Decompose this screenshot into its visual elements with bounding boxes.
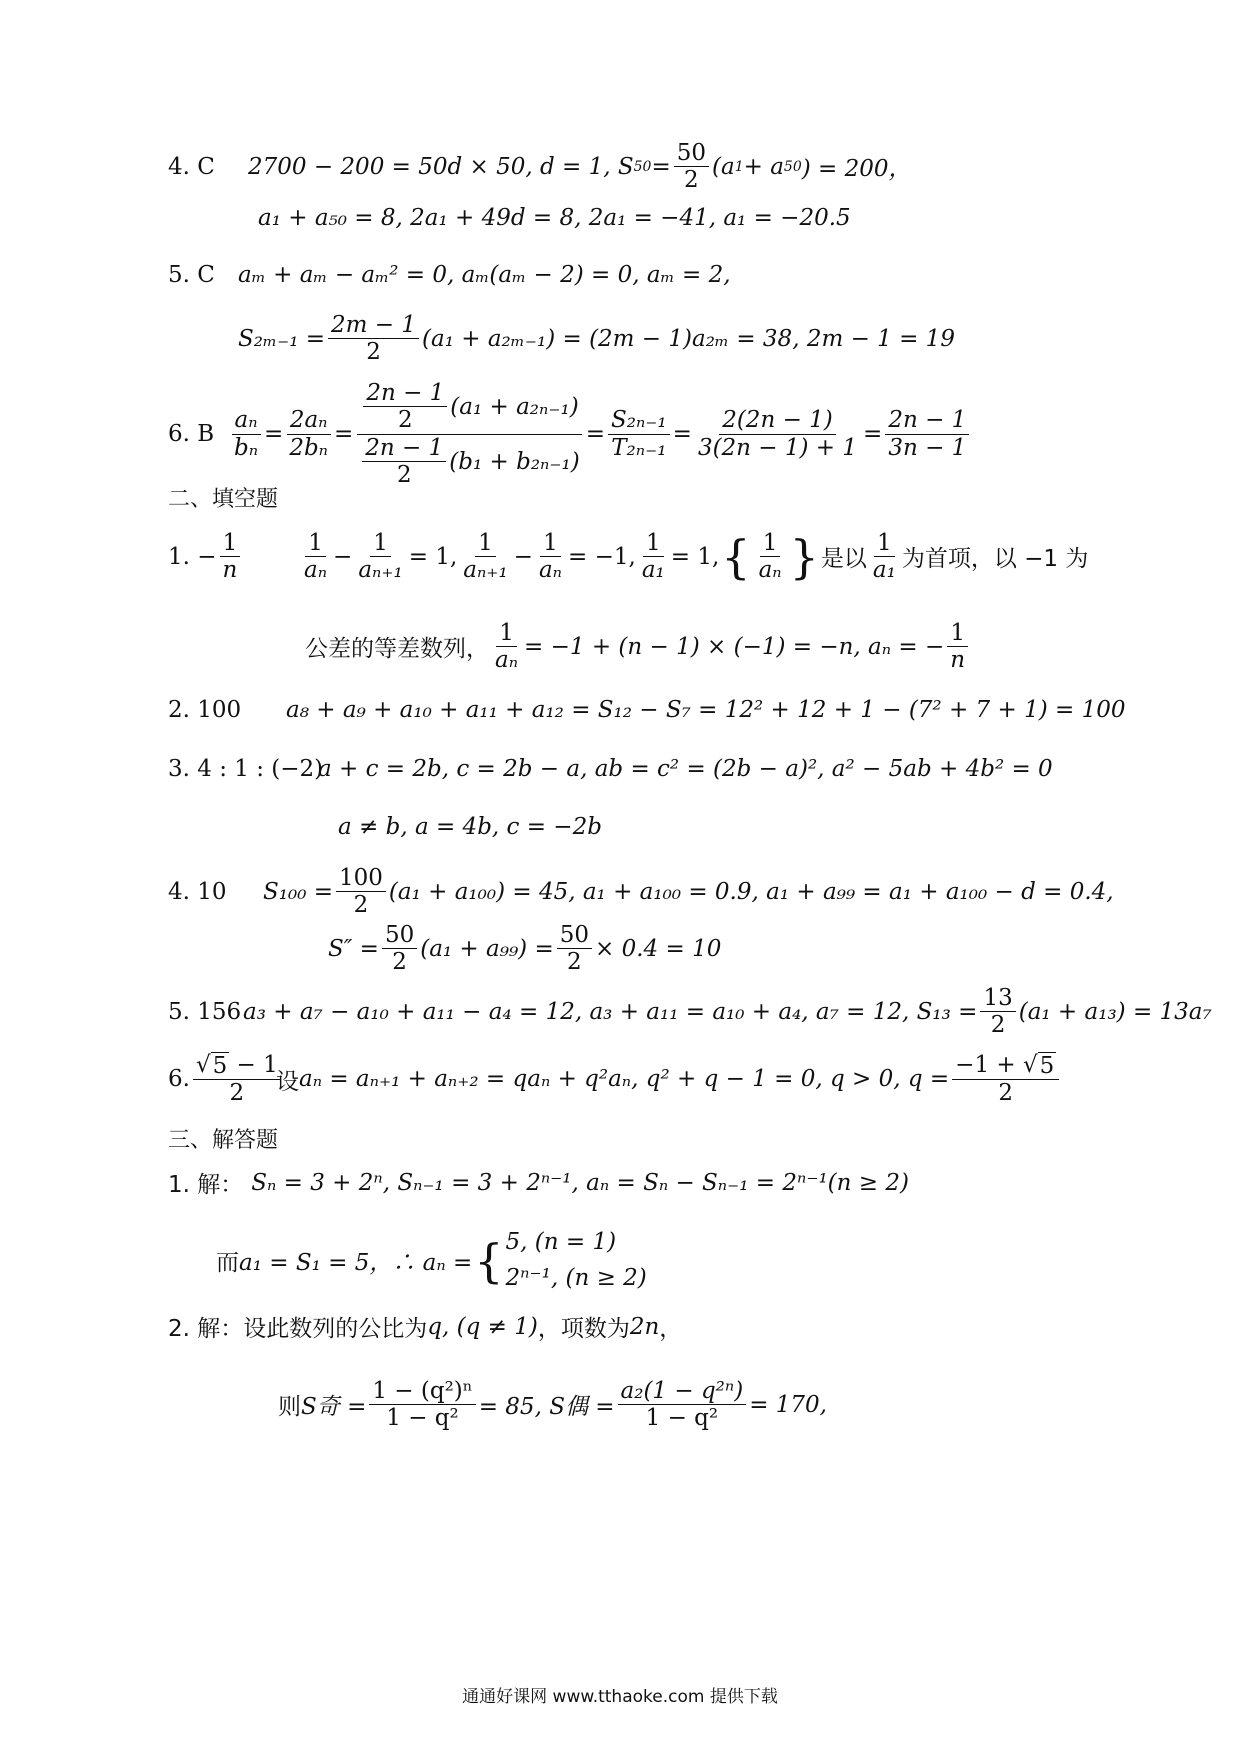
fill-1-line2 xyxy=(0,620,1240,674)
fill-6-text: 设 xyxy=(276,1068,299,1095)
frac-num: 1 xyxy=(496,620,517,647)
mc-5-label: 5. C xyxy=(168,262,215,288)
frac-num: a₂(1 − q²ⁿ) xyxy=(618,1378,747,1405)
fill-4-expr1 xyxy=(263,865,1114,919)
page-footer: 通通好课网 www.tthaoke.com 提供下载 xyxy=(462,1687,778,1707)
frac-den: aₙ xyxy=(304,557,328,584)
fill-3-line2 xyxy=(0,814,1240,840)
mc-5-expr1: aₘ + aₘ − aₘ² = 0, aₘ(aₘ − 2) = 0, aₘ = 2, xyxy=(238,262,731,288)
frac-den: 2 xyxy=(684,167,699,194)
mc-6-frac5 xyxy=(695,407,860,461)
fill-6-answer xyxy=(168,1052,276,1107)
text: × 0.4 = 10 xyxy=(595,935,722,962)
frac xyxy=(557,922,592,976)
sol-2-expr1: q, (q ≠ 1) xyxy=(427,1313,538,1340)
eq-sign: = xyxy=(672,421,692,448)
fill-4-line2 xyxy=(0,922,1240,976)
frac xyxy=(301,530,330,584)
fill-3-expr1: a + c = 2b, c = 2b − a, ab = c² = (2b − a)², a² − 5ab + 4b² = 0 xyxy=(318,756,1053,782)
section-fill-blank-title: 二、填空题 xyxy=(168,487,279,512)
section-solutions xyxy=(0,1123,1240,1154)
text: S₁₀₀ = xyxy=(263,878,333,905)
mid-text: = −1, xyxy=(568,543,636,570)
fill-4-line1 xyxy=(0,865,1240,919)
frac-den: aₙ₊₁ xyxy=(358,557,403,584)
mid-text: = 1, xyxy=(670,543,720,570)
sol-2-label: 2. 解： xyxy=(168,1316,244,1342)
mc-5-text-b: (a₁ + a₂ₘ₋₁) = (2m − 1)a₂ₘ = 38, 2m − 1 = 19 xyxy=(422,325,955,352)
sol-1-expr1: Sₙ = 3 + 2ⁿ, Sₙ₋₁ = 3 + 2ⁿ⁻¹, aₙ = Sₙ − Sₙ₋₁ = 2ⁿ⁻¹(n ≥ 2) xyxy=(251,1169,909,1196)
frac-num: 1 xyxy=(370,530,391,557)
frac-num xyxy=(357,380,581,435)
frac-den: a₁ xyxy=(872,557,896,584)
minus: − xyxy=(513,543,533,570)
frac xyxy=(382,922,417,976)
right-brace: } xyxy=(789,529,819,584)
frac xyxy=(460,530,510,584)
frac-num: 1 xyxy=(475,530,496,557)
sol-2-text1: 设此数列的公比为 xyxy=(243,1316,428,1342)
mc-6-expr xyxy=(228,380,972,489)
mc-4-sub1: 1 xyxy=(734,158,744,175)
text: a₁ = S₁ = 5，∴ aₙ = xyxy=(239,1250,473,1277)
mc-4-line2 xyxy=(0,205,1240,231)
sol-2-text2: 则 xyxy=(278,1394,301,1421)
eq-sign: = xyxy=(264,421,284,448)
frac-den: bₙ xyxy=(234,434,259,461)
text: aₙ = aₙ₊₁ + aₙ₊₂ = qaₙ + q²aₙ, q² + q − 1 = 0, q > 0, q = xyxy=(299,1066,950,1093)
frac-num: 2m − 1 xyxy=(328,312,419,339)
frac-den: 2 xyxy=(998,1080,1014,1107)
frac-den xyxy=(356,435,582,489)
mc-6-line xyxy=(0,380,1240,489)
frac-num: 1 xyxy=(643,530,664,557)
frac-num: 1 − (q²)ⁿ xyxy=(369,1378,475,1405)
sol-1-label: 1. 解： xyxy=(168,1172,244,1198)
frac-num: S₂ₙ₋₁ xyxy=(608,407,670,434)
frac-num: 2n − 1 xyxy=(363,380,447,407)
frac-den: 2bₙ xyxy=(289,434,329,461)
frac xyxy=(369,1378,475,1432)
mc-4-line2-expr: a₁ + a₅₀ = 8, 2a₁ + 49d = 8, 2a₁ = −41, a₁ = −20.5 xyxy=(258,205,851,231)
frac-num: 1 xyxy=(540,530,561,557)
frac-num: 1 xyxy=(305,530,326,557)
radicand: 5 xyxy=(1039,1053,1055,1079)
frac-num: 1 xyxy=(760,530,781,557)
text: S″ = xyxy=(328,935,379,962)
text: = 85, S偶 = xyxy=(478,1394,615,1421)
frac-num: 50 xyxy=(557,922,592,949)
mc-4-plus: + a xyxy=(743,153,784,180)
sol-1-expr2 xyxy=(239,1225,647,1296)
fill-3-line1 xyxy=(0,756,1240,782)
fill-1-expr xyxy=(298,530,1088,584)
frac-den: 2 xyxy=(567,949,582,976)
mc-4-text-c: ) = 200， xyxy=(801,156,912,183)
answer-frac xyxy=(193,1052,281,1107)
mc-6-frac4 xyxy=(608,407,670,461)
sol-2-expr2 xyxy=(301,1378,827,1432)
fill-4-label: 4. 10 xyxy=(168,878,227,905)
mc-5-line1 xyxy=(0,262,1240,288)
frac-den: aₙ xyxy=(758,557,782,584)
frac-den: 1 − q² xyxy=(386,1405,459,1432)
text: − 1 xyxy=(229,1052,278,1078)
radicand: 5 xyxy=(212,1053,228,1079)
mid-text: = 1, xyxy=(408,543,458,570)
sol-2-text1b: ，项数为 xyxy=(537,1316,630,1342)
mc-4-sub: 50 xyxy=(633,158,652,175)
fill-6-line xyxy=(0,1052,1240,1107)
mc-5-fraction xyxy=(328,312,419,366)
eq-sign: = xyxy=(863,421,883,448)
mc-4-expr xyxy=(248,140,912,194)
frac-den: 2 xyxy=(396,462,412,489)
inner-frac xyxy=(363,380,447,434)
frac xyxy=(756,530,785,584)
frac-den: 2 xyxy=(366,339,381,366)
mc-6-frac1 xyxy=(231,407,261,461)
text: (a₁ + a₉₉) = xyxy=(420,935,554,962)
frac-num: 50 xyxy=(382,922,417,949)
frac-num: aₙ xyxy=(232,407,261,434)
text: (a₁ + a₁₃) = 13a₇ xyxy=(1018,998,1212,1025)
frac xyxy=(639,530,668,584)
cases xyxy=(506,1225,647,1296)
text: 为首项，以 −1 为 xyxy=(901,546,1089,573)
eq-sign: = xyxy=(585,421,605,448)
frac-den: 2 xyxy=(229,1080,245,1107)
frac-num: 1 xyxy=(874,530,895,557)
frac-num: 1 xyxy=(947,620,968,647)
case-1: 5, (n = 1) xyxy=(505,1229,617,1255)
fill-1-line2-expr xyxy=(489,620,971,674)
fill-1-label: 1. − xyxy=(168,543,217,570)
frac xyxy=(980,985,1015,1039)
sqrt: √ 5 xyxy=(195,1052,228,1079)
sol-1-text: 而 xyxy=(216,1250,239,1277)
fill-2-line xyxy=(0,697,1240,723)
frac xyxy=(952,1052,1059,1107)
text: −1 + xyxy=(955,1052,1023,1078)
inner-frac xyxy=(362,435,446,489)
frac-num: 13 xyxy=(980,985,1015,1012)
frac-num: 2n − 1 xyxy=(885,407,969,434)
frac-den: 2 xyxy=(353,892,369,919)
frac xyxy=(618,1378,747,1432)
frac xyxy=(870,530,899,584)
fill-6-label: 6. xyxy=(168,1066,190,1093)
fill-3-label: 3. 4 : 1 : (−2) xyxy=(168,756,324,782)
frac-num: 1 xyxy=(220,530,241,557)
frac xyxy=(947,620,968,674)
frac-den: 2 xyxy=(397,407,413,434)
sol-2-expr1b: 2n xyxy=(629,1313,660,1340)
frac-den: 3(2n − 1) + 1 xyxy=(697,434,858,461)
text: (a₁ + a₁₀₀) = 45, a₁ + a₁₀₀ = 0.9, a₁ + a₉₉ = a₁ + a₁₀₀ − d = 0.4, xyxy=(388,878,1114,905)
case-2: 2ⁿ⁻¹, (n ≥ 2) xyxy=(505,1264,647,1291)
text: a₃ + a₇ − a₁₀ + a₁₁ − a₄ = 12, a₃ + a₁₁ = a₁₀ + a₄, a₇ = 12, S₁₃ = xyxy=(243,998,978,1025)
frac-den: n xyxy=(950,647,966,674)
mc-4-eq: = xyxy=(651,153,671,180)
sol-2-text1c: ， xyxy=(659,1316,683,1342)
frac-num xyxy=(952,1052,1059,1080)
frac-den: n xyxy=(222,557,238,584)
sol-2-line1 xyxy=(0,1310,1240,1343)
inner-text: (b₁ + b₂ₙ₋₁) xyxy=(449,448,580,475)
mc-4-text-b: (a xyxy=(712,153,735,180)
fill-2-label: 2. 100 xyxy=(168,697,242,723)
mc-4-text-a: 2700 − 200 = 50d × 50, d = 1, S xyxy=(248,153,634,180)
mc-6-label: 6. B xyxy=(168,421,215,448)
fill-1-line1 xyxy=(0,530,1240,584)
sol-1-line2 xyxy=(0,1225,1240,1296)
mc-4-label: 4. C xyxy=(168,153,215,180)
frac-num: 100 xyxy=(336,865,386,892)
mid-text: = −1 + (n − 1) × (−1) = −n, aₙ = − xyxy=(524,633,945,660)
left-brace: { xyxy=(721,529,751,584)
frac xyxy=(336,865,386,919)
frac-den: 1 − q² xyxy=(645,1405,719,1432)
mc-5-expr2 xyxy=(238,312,955,366)
frac-den: aₙ xyxy=(538,557,562,584)
eq-sign: = xyxy=(334,421,354,448)
fill-5-label: 5. 156 xyxy=(168,998,242,1025)
mc-5-line2 xyxy=(0,312,1240,366)
frac-num xyxy=(193,1052,281,1080)
fill-1-line2-text: 公差的等差数列， xyxy=(305,636,489,663)
frac xyxy=(536,530,565,584)
frac-den: 2 xyxy=(392,949,407,976)
frac-den: aₙ₊₁ xyxy=(463,557,508,584)
frac-den: aₙ xyxy=(495,647,519,674)
section-fill-blank xyxy=(0,482,1240,513)
frac xyxy=(492,620,521,674)
frac-num: 50 xyxy=(674,140,709,167)
frac xyxy=(355,530,405,584)
text: = 170, xyxy=(749,1391,827,1418)
text: 是以 xyxy=(820,546,867,573)
sol-1-line1 xyxy=(0,1166,1240,1199)
mc-4-fraction xyxy=(674,140,709,194)
mc-6-frac2 xyxy=(286,407,331,461)
sqrt: √ 5 xyxy=(1022,1052,1055,1079)
fill-5-line xyxy=(0,985,1240,1039)
minus: − xyxy=(333,543,353,570)
fill-4-expr2 xyxy=(328,922,721,976)
fill-6-expr xyxy=(299,1052,1062,1107)
frac-den: a₁ xyxy=(641,557,665,584)
mc-5-text-a: S₂ₘ₋₁ = xyxy=(238,325,326,352)
fill-2-expr: a₈ + a₉ + a₁₀ + a₁₁ + a₁₂ = S₁₂ − S₇ = 12² + 12 + 1 − (7² + 7 + 1) = 100 xyxy=(286,697,1126,723)
mc-6-frac3 xyxy=(356,380,582,489)
fill-1-answer xyxy=(168,530,298,584)
answer-frac xyxy=(220,530,241,584)
frac-den: T₂ₙ₋₁ xyxy=(611,434,667,461)
inner-text: (a₁ + a₂ₙ₋₁) xyxy=(450,393,579,420)
frac-den: 2 xyxy=(990,1012,1006,1039)
mc-4-line1 xyxy=(0,140,1240,194)
frac-num: 2(2n − 1) xyxy=(719,407,836,434)
sol-2-line2 xyxy=(0,1378,1240,1432)
mc-6-frac6 xyxy=(885,407,969,461)
cases-brace: { xyxy=(474,1233,504,1288)
frac-den: 3n − 1 xyxy=(888,434,967,461)
fill-5-expr xyxy=(243,985,1212,1039)
text: S奇 = xyxy=(301,1394,367,1421)
mc-4-sub50: 50 xyxy=(783,158,802,175)
section-solutions-title: 三、解答题 xyxy=(168,1128,279,1153)
fill-3-expr2: a ≠ b, a = 4b, c = −2b xyxy=(338,814,602,840)
frac-num: 2aₙ xyxy=(287,407,331,434)
frac-num: 2n − 1 xyxy=(362,435,446,462)
